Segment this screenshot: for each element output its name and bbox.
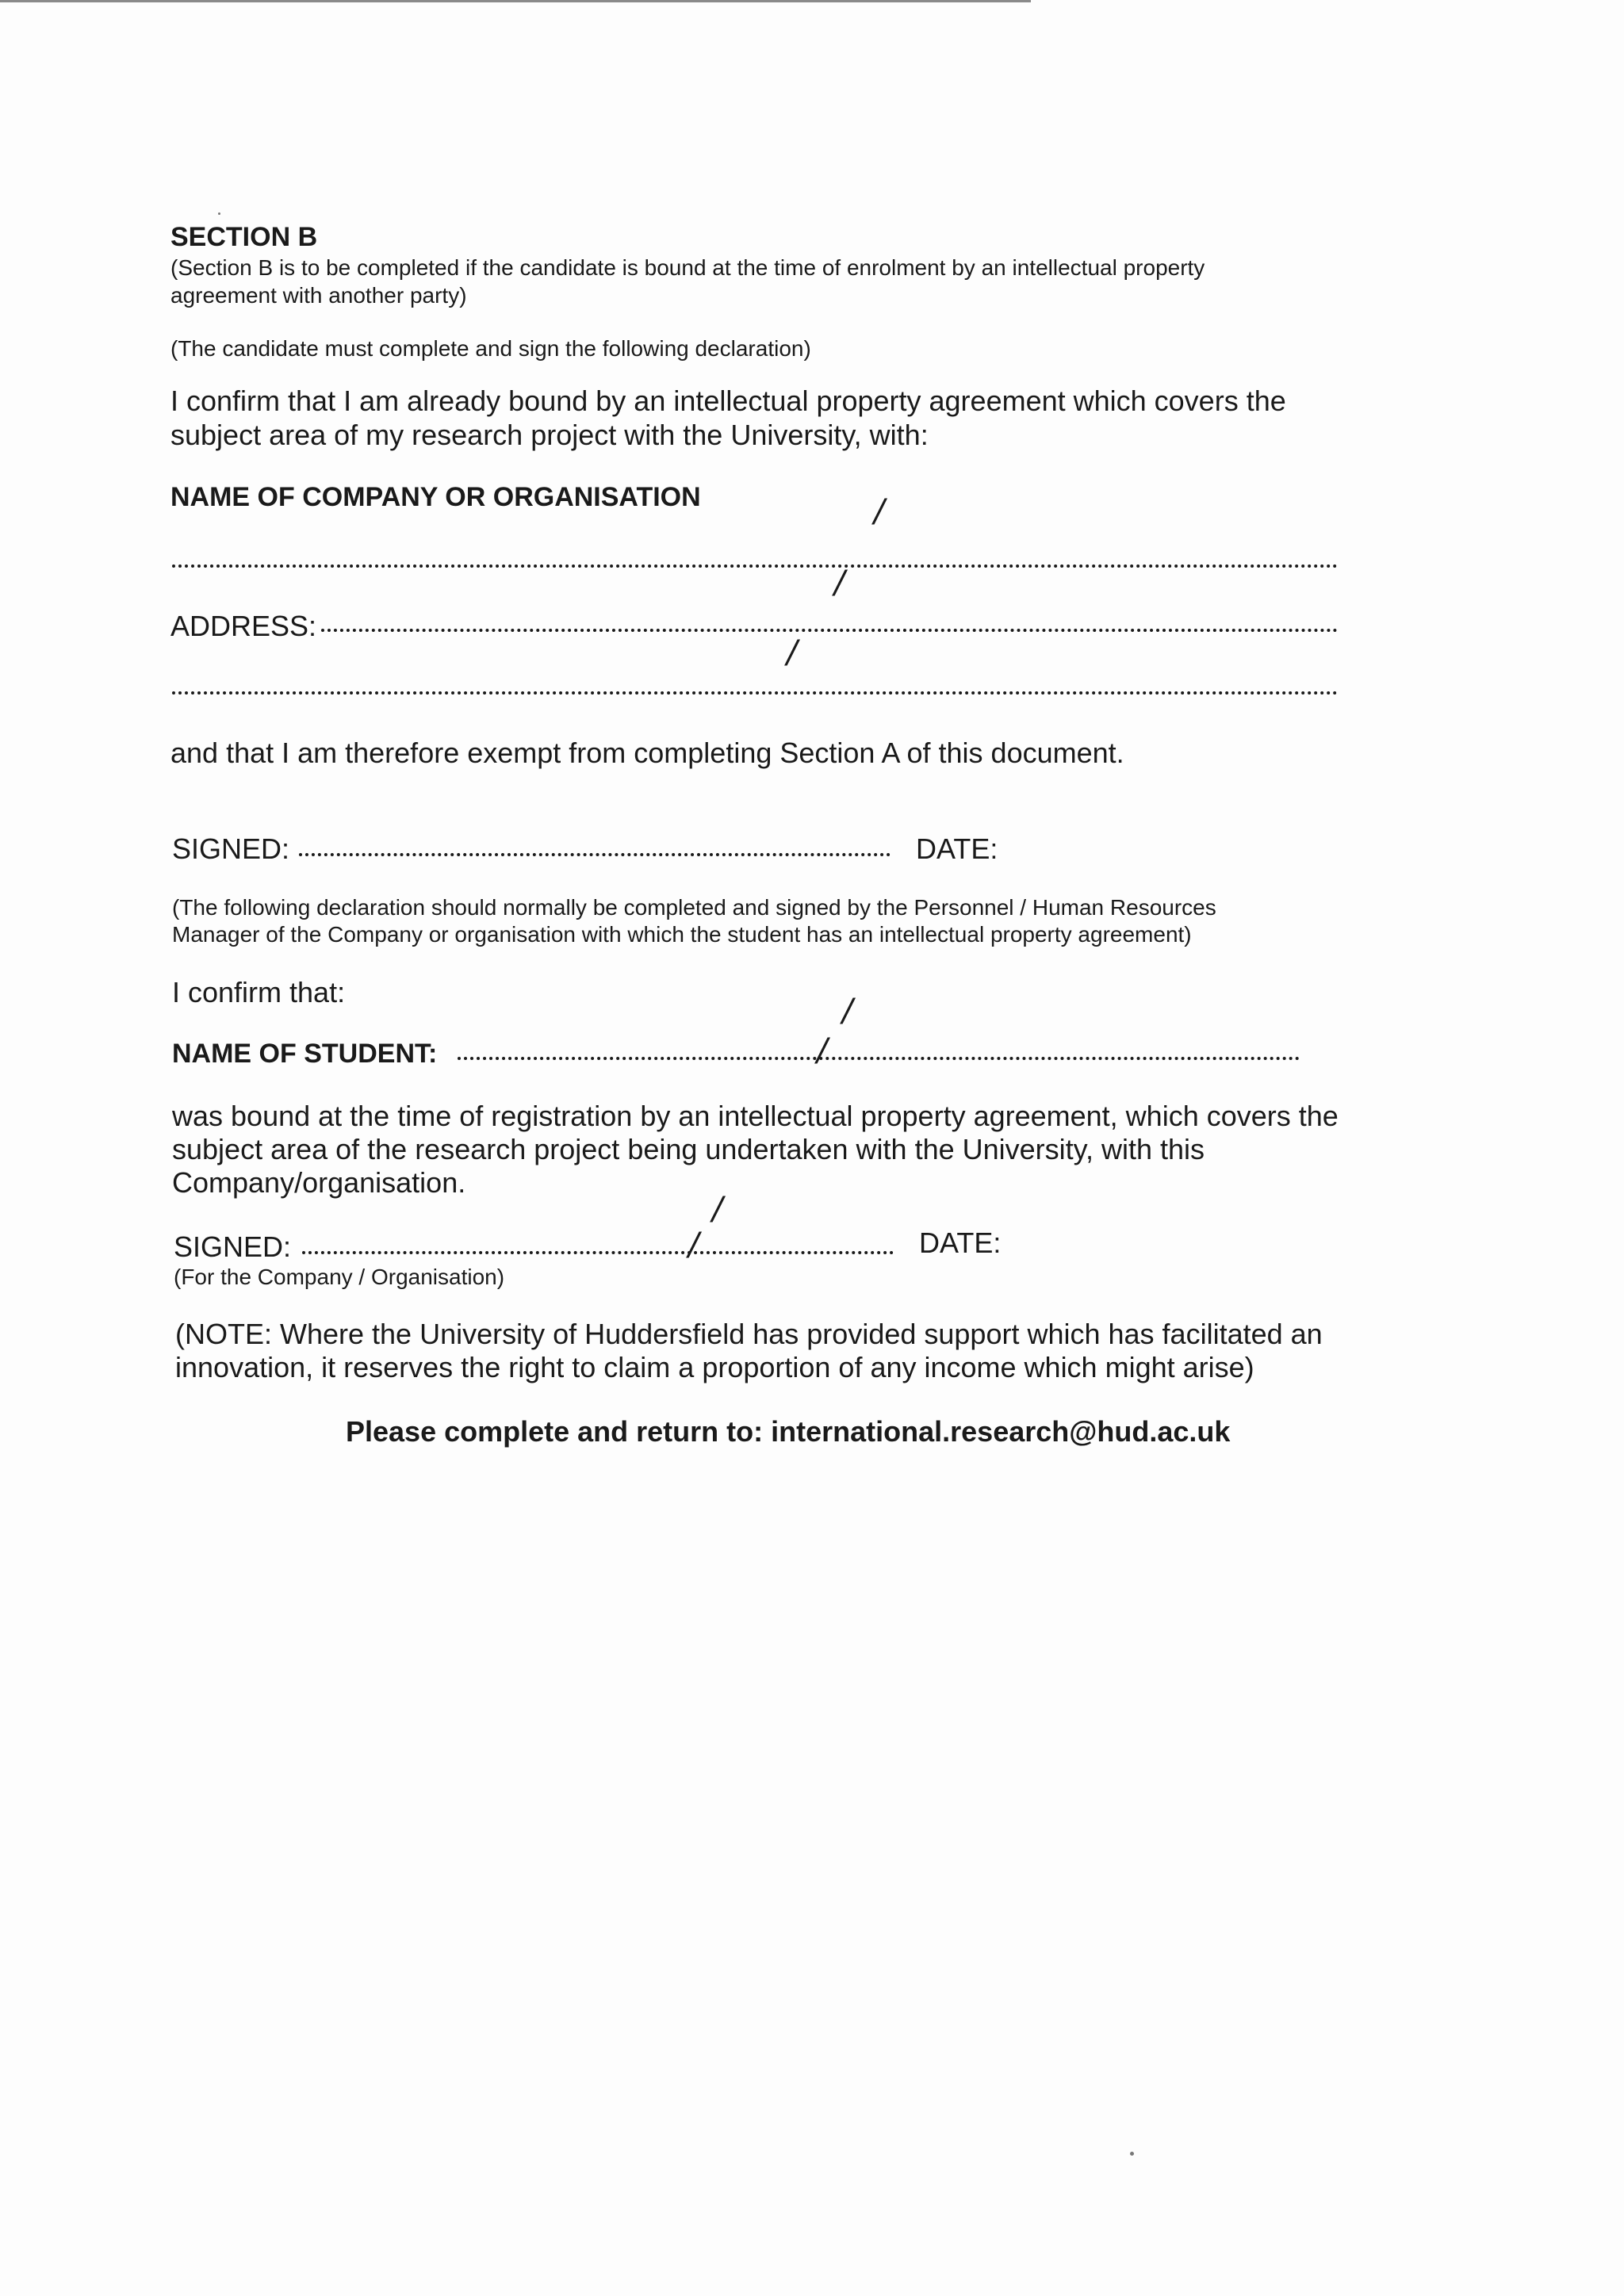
exempt-statement: and that I am therefore exempt from completing Section A of this document. (170, 737, 1124, 769)
tick-mark: / (874, 493, 885, 530)
employer-note-line-1: (The following declaration should normally be completed and signed by the Personnel / Human Resources (172, 895, 1216, 920)
for-company-caption: (For the Company / Organisation) (174, 1265, 505, 1289)
tick-mark: / (817, 1032, 828, 1069)
address-field-line-1[interactable] (321, 629, 1338, 632)
company-signature-field[interactable] (302, 1251, 894, 1254)
student-name-label: NAME OF STUDENT: (172, 1039, 438, 1069)
section-intro-line-2: agreement with another party) (170, 283, 467, 308)
employer-confirm: I confirm that: (172, 976, 346, 1008)
candidate-date-label: DATE: (916, 832, 998, 865)
employer-note-line-2: Manager of the Company or organisation with which the student has an intellectual property agreement) (172, 922, 1192, 947)
tick-mark: / (712, 1191, 723, 1227)
section-title: SECTION B (170, 222, 318, 252)
candidate-instruction: (The candidate must complete and sign the following declaration) (170, 336, 811, 361)
bound-statement-line-2: subject area of the research project being undertaken with the University, with this (172, 1133, 1205, 1165)
student-name-field[interactable] (458, 1057, 1300, 1060)
candidate-signature-field[interactable] (299, 853, 891, 856)
company-signed-label: SIGNED: (174, 1230, 292, 1263)
university-note-line-2: innovation, it reserves the right to claim a proportion of any income which might arise) (175, 1351, 1254, 1383)
bound-statement-line-3: Company/organisation. (172, 1166, 466, 1199)
tick-mark: / (787, 634, 798, 671)
scan-speck (1130, 2152, 1134, 2156)
candidate-signed-label: SIGNED: (172, 832, 290, 865)
address-field-line-2[interactable] (172, 691, 1338, 695)
tick-mark: / (842, 993, 853, 1029)
tick-mark: / (688, 1226, 699, 1263)
candidate-confirm-line-1: I confirm that I am already bound by an intellectual property agreement which covers the (170, 385, 1286, 417)
section-intro-line-1: (Section B is to be completed if the candidate is bound at the time of enrolment by an intellectual property (170, 255, 1205, 280)
bound-statement-line-1: was bound at the time of registration by an intellectual property agreement, which covers the (172, 1100, 1339, 1132)
candidate-confirm-line-2: subject area of my research project with the University, with: (170, 419, 929, 451)
return-instructions: Please complete and return to: international.research@hud.ac.uk (346, 1415, 1231, 1448)
tick-mark: / (834, 564, 845, 601)
scan-top-edge (0, 0, 1031, 2)
address-label: ADDRESS: (170, 610, 317, 642)
company-name-field[interactable] (172, 564, 1338, 568)
company-name-label: NAME OF COMPANY OR ORGANISATION (170, 482, 701, 512)
company-date-label: DATE: (919, 1226, 1002, 1259)
university-note-line-1: (NOTE: Where the University of Huddersfield has provided support which has facilitated an (175, 1318, 1323, 1350)
scan-speck (218, 212, 220, 215)
